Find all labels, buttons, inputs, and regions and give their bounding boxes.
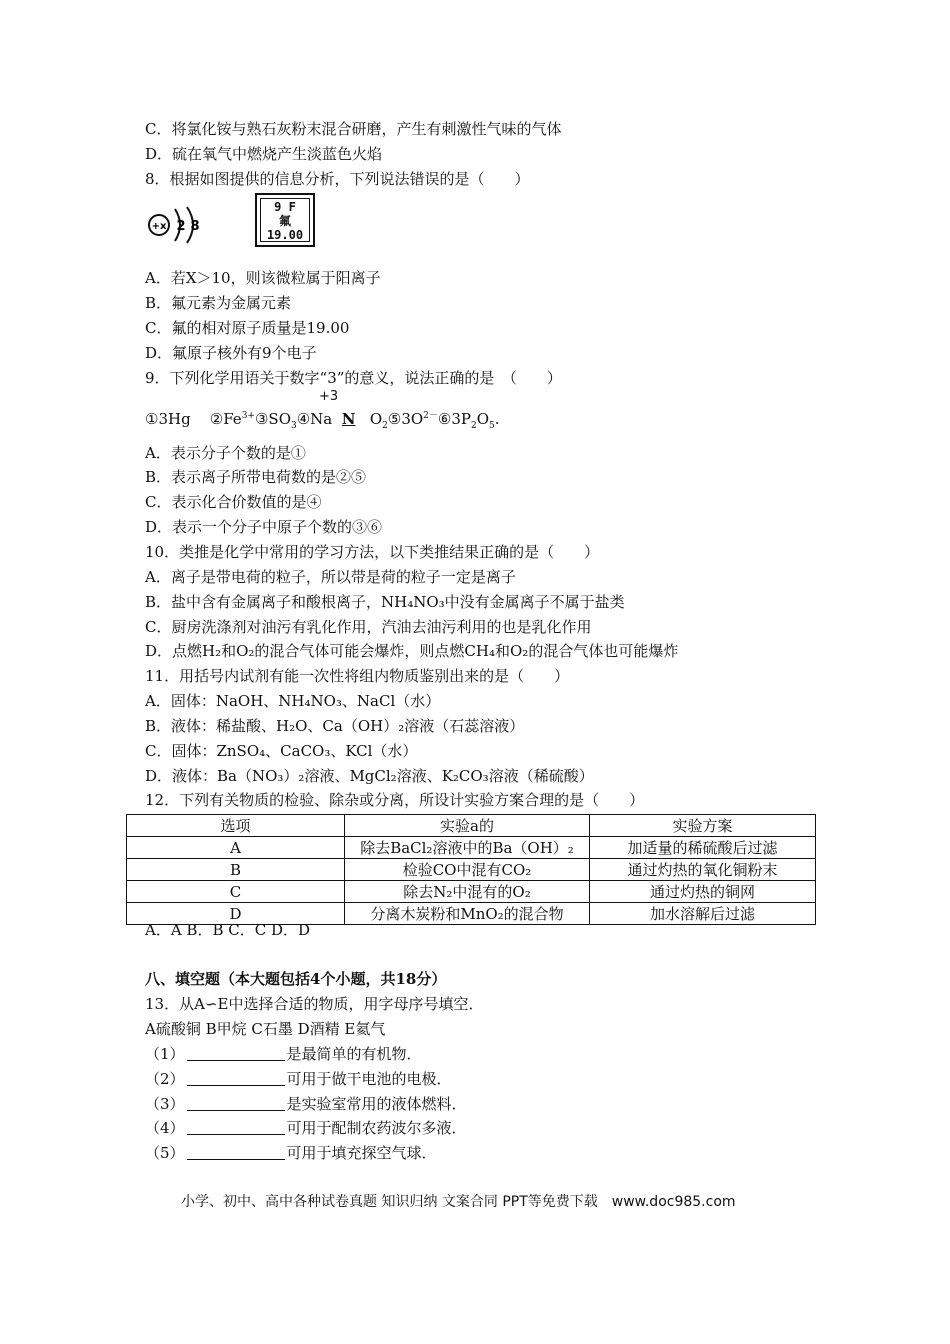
page-footer: 小学、初中、高中各种试卷真题 知识归纳 文案合同 PPT等免费下载 www.doc985.com <box>181 1194 736 1210</box>
experiment-table <box>126 814 816 925</box>
q9-item-4b: O <box>369 410 383 428</box>
q9-item-2: ②Fe <box>209 410 242 428</box>
q11-option-a: A．固体：NaOH、NH₄NO₃、NaCl（水） <box>145 692 441 710</box>
q9-option-a: A．表示分子个数的是① <box>145 444 306 462</box>
q12-answers: A．A B．B C．C D．D <box>145 921 311 939</box>
q8-option-b: B．氟元素为金属元素 <box>145 294 292 312</box>
shell-1-count: 2 <box>176 219 186 234</box>
shell-2-count: 8 <box>190 219 200 234</box>
q11-option-c: C．固体：ZnSO₄、CaCO₃、KCl（水） <box>145 742 418 760</box>
answer-blank[interactable] <box>187 1145 285 1160</box>
q9-item-4a: ④Na <box>296 410 333 428</box>
q9-item-6: ⑥3P <box>437 410 471 428</box>
q13-stem: 13．从A∽E中选择合适的物质，用字母序号填空． <box>145 995 484 1013</box>
q13-blank-1: （1） 是最简单的有机物． <box>145 1045 422 1063</box>
q9-item-5: ⑤3O <box>387 410 424 428</box>
element-number: 9 <box>274 200 282 214</box>
q10-option-b: B．盐中含有金属离子和酸根离子，NH₄NO₃中没有金属离子不属于盐类 <box>145 593 625 611</box>
q10-option-d: D．点燃H₂和O₂的混合气体可能会爆炸，则点燃CH₄和O₂的混合气体也可能爆炸 <box>145 642 679 660</box>
q9-option-d: D．表示一个分子中原子个数的③⑥ <box>145 518 383 536</box>
table-row: B 检验CO中混有CO₂ 通过灼热的氧化铜粉末 <box>127 859 816 881</box>
header-purpose: 实验a的 <box>345 815 590 837</box>
nucleus-charge: +x <box>151 221 167 232</box>
q9-formula-line <box>145 406 500 436</box>
q9-item-6-sub2: 5 <box>489 421 495 431</box>
q9-item-3-sub: 3 <box>291 421 297 431</box>
atom-structure-diagram <box>145 203 235 247</box>
q10-option-c: C．厨房洗涤剂对油污有乳化作用，汽油去油污利用的也是乳化作用 <box>145 618 592 636</box>
q8-stem: 8．根据如图提供的信息分析，下列说法错误的是（ ） <box>145 170 530 188</box>
answer-blank[interactable] <box>187 1046 285 1061</box>
header-plan: 实验方案 <box>590 815 816 837</box>
q13-blank-3: （3） 是实验室常用的液体燃料． <box>145 1095 467 1113</box>
q9-item-6-o: O <box>476 410 490 428</box>
element-mass: 19.00 <box>266 228 304 242</box>
q7-option-d: D．硫在氧气中燃烧产生淡蓝色火焰 <box>145 145 383 163</box>
element-name: 氟 <box>278 214 291 228</box>
q9-end: . <box>494 410 500 428</box>
table-row: A 除去BaCl₂溶液中的Ba（OH）₂ 加适量的稀硫酸后过滤 <box>127 837 816 859</box>
q9-item-6-sub1: 2 <box>471 421 477 431</box>
q11-option-b: B．液体：稀盐酸、H₂O、Ca（OH）₂溶液（石蕊溶液） <box>145 717 525 735</box>
header-option: 选项 <box>127 815 345 837</box>
table-header-row <box>127 815 816 837</box>
q9-item-2-charge: 3+ <box>241 411 255 421</box>
answer-blank[interactable] <box>187 1096 285 1111</box>
q13-blank-5: （5） 可用于填充探空气球． <box>145 1144 437 1162</box>
q9-option-b: B．表示离子所带电荷数的是②⑤ <box>145 468 367 486</box>
q13-blank-2: （2） 可用于做干电池的电极． <box>145 1070 452 1088</box>
q11-option-d: D．液体：Ba（NO₃）₂溶液、MgCl₂溶液、K₂CO₃溶液（稀硫酸） <box>145 767 594 785</box>
q10-option-a: A．离子是带电荷的粒子，所以带是荷的粒子一定是离子 <box>145 568 516 586</box>
q9-item-3: ③SO <box>254 410 291 428</box>
section-8-title: 八、填空题（本大题包括4个小题，共18分） <box>145 970 447 988</box>
q7-option-c: C．将氯化铵与熟石灰粉末混合研磨，产生有刺激性气味的气体 <box>145 120 562 138</box>
table-row: C 除去N₂中混有的O₂ 通过灼热的铜网 <box>127 881 816 903</box>
q9-stem: 9．下列化学用语关于数字“3”的意义，说法正确的是 （ ） <box>145 369 562 387</box>
element-card <box>255 193 315 247</box>
answer-blank[interactable] <box>187 1120 285 1135</box>
table-row: D 分离木炭粉和MnO₂的混合物 加水溶解后过滤 <box>127 903 816 925</box>
answer-blank[interactable] <box>187 1071 285 1086</box>
q9-item-4b-sub: 2 <box>382 421 388 431</box>
element-symbol: F <box>288 200 296 214</box>
q9-option-c: C．表示化合价数值的是④ <box>145 493 322 511</box>
q13-blank-4: （4） 可用于配制农药波尔多液． <box>145 1119 467 1137</box>
q13-choices: A硫酸铜 B甲烷 C石墨 D酒精 E氦气 <box>145 1020 386 1038</box>
valence-mark: +3 <box>319 389 339 404</box>
q8-option-c: C．氟的相对原子质量是19.00 <box>145 319 350 337</box>
element-number-symbol <box>261 200 309 214</box>
q9-item-5-charge: 2－ <box>423 411 438 421</box>
q10-stem: 10．类推是化学中常用的学习方法，以下类推结果正确的是（ ） <box>145 543 600 561</box>
q12-stem: 12．下列有关物质的检验、除杂或分离，所设计实验方案合理的是（ ） <box>145 791 645 809</box>
q9-item-4n: N <box>341 410 356 428</box>
q11-stem: 11．用括号内试剂有能一次性将组内物质鉴别出来的是（ ） <box>145 667 570 685</box>
q9-item-1: ①3Hg <box>145 410 191 428</box>
q8-option-d: D．氟原子核外有9个电子 <box>145 344 317 362</box>
q8-option-a: A．若X＞10，则该微粒属于阳离子 <box>145 269 381 287</box>
